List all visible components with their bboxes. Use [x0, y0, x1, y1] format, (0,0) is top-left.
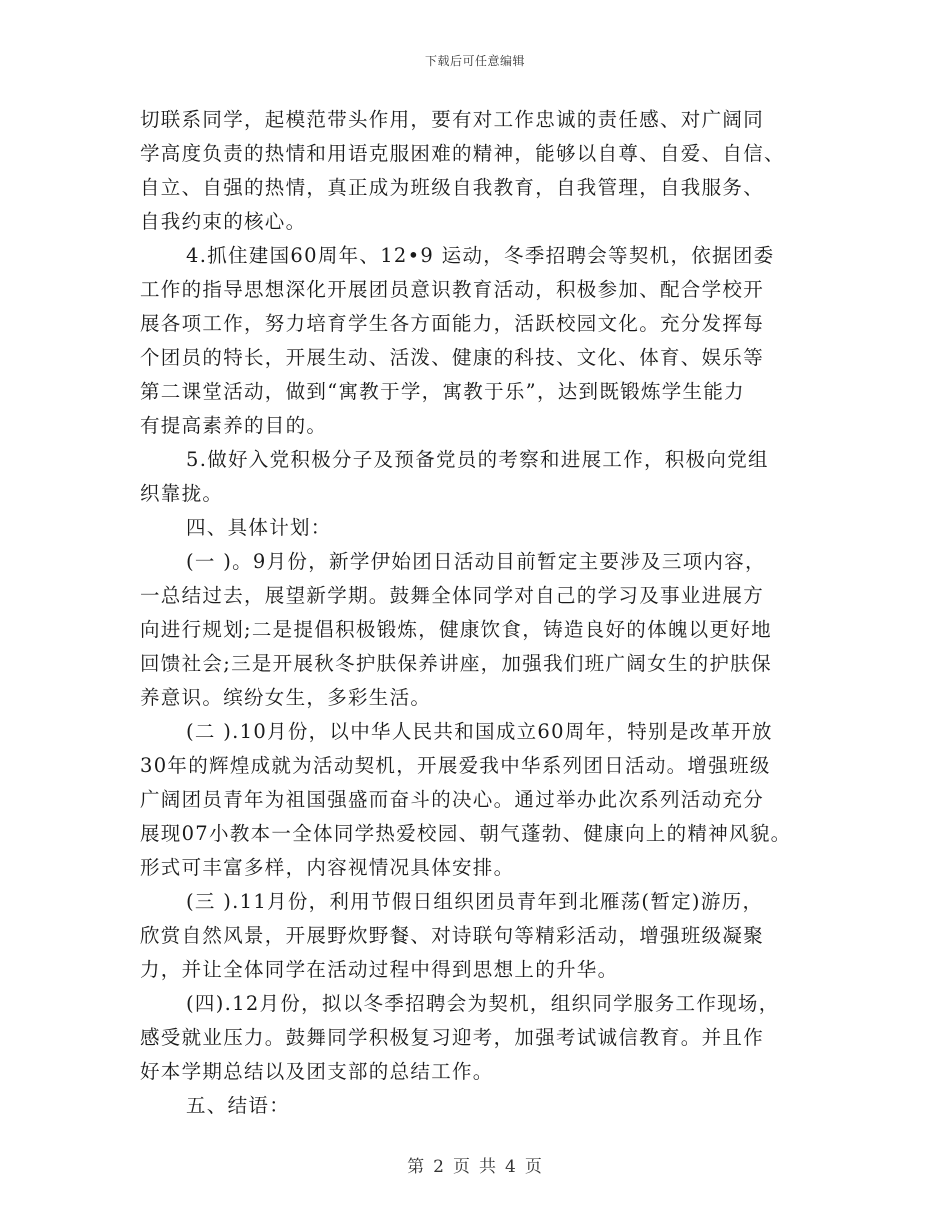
document-body: [140, 103, 820, 1123]
page-footer: [0, 1152, 950, 1177]
text-line: 30年的辉煌成就为活动契机，开展爱我中华系列团日活动。增强班级: [140, 754, 771, 777]
footer-page-number: 2: [433, 1157, 445, 1177]
text-line: 欣赏自然风景，开展野炊野餐、对诗联句等精彩活动，增强班级凝聚: [140, 924, 765, 947]
text-line: 力，并让全体同学在活动过程中得到思想上的升华。: [140, 958, 619, 981]
plan-item-3: (三 ).11月份，利用节假日组织团员青年到北雁荡(暂定)游历，: [186, 890, 764, 913]
text-line: 回馈社会;三是开展秋冬护肤保养讲座，加强我们班广阔女生的护肤保: [140, 652, 772, 675]
footer-page-unit: 页: [453, 1157, 471, 1177]
footer-total-pages: 4: [505, 1157, 517, 1177]
text-line: 有提高素养的目的。: [140, 414, 328, 437]
text-line: 一总结过去，展望新学期。鼓舞全体同学对自己的学习及事业进展方: [140, 584, 765, 607]
text-line: 形式可丰富多样，内容视情况具体安排。: [140, 856, 515, 879]
text-line: 养意识。缤纷女生，多彩生活。: [140, 686, 432, 709]
text-line: 个团员的特长，开展生动、活泼、健康的科技、文化、体育、娱乐等: [140, 346, 765, 369]
section-heading-plan: 四、具体计划：: [186, 516, 332, 539]
plan-item-1: (一 )。9月份，新学伊始团日活动目前暂定主要涉及三项内容，: [186, 550, 766, 573]
text-line: 切联系同学，起模范带头作用，要有对工作忠诚的责任感、对广阔同: [140, 108, 765, 131]
text-line: 工作的指导思想深化开展团员意识教育活动，积极参加、配合学校开: [140, 278, 765, 301]
text-line: 广阔团员青年为祖国强盛而奋斗的决心。通过举办此次系列活动充分: [140, 788, 765, 811]
paragraph-item-5: 5.做好入党积极分子及预备党员的考察和进展工作，积极向党组: [186, 448, 769, 471]
text-line: 好本学期总结以及团支部的总结工作。: [140, 1060, 494, 1083]
page-header: 下载后可任意编辑: [424, 54, 525, 68]
text-line: 向进行规划;二是提倡积极锻炼，健康饮食，铸造良好的体魄以更好地: [140, 618, 772, 641]
text-line: 感受就业压力。鼓舞同学积极复习迎考，加强考试诚信教育。并且作: [140, 1026, 765, 1049]
text-line: 自立、自强的热情，真正成为班级自我教育，自我管理，自我服务、: [140, 176, 765, 199]
plan-item-2: (二 ).10月份，以中华人民共和国成立60周年，特别是改革开放: [186, 720, 773, 743]
plan-item-4: (四).12月份，拟以冬季招聘会为契机，组织同学服务工作现场，: [186, 992, 780, 1015]
footer-suffix: 页: [524, 1157, 543, 1177]
text-line: 展各项工作，努力培育学生各方面能力，活跃校园文化。充分发挥每: [140, 312, 765, 335]
text-line: 第二课堂活动，做到“寓教于学，寓教于乐”，达到既锻炼学生能力: [140, 380, 745, 403]
section-heading-conclusion: 五、结语：: [186, 1094, 291, 1117]
paragraph-item-4: 4.抓住建国60周年、12•9 运动，冬季招聘会等契机，依据团委: [186, 244, 775, 267]
footer-total-label: 共: [479, 1157, 497, 1177]
text-line: 展现07小教本一全体同学热爱校园、朝气蓬勃、健康向上的精神风貌。: [140, 822, 792, 845]
text-line: 自我约束的核心。: [140, 210, 307, 233]
text-line: 学高度负责的热情和用语克服困难的精神，能够以自尊、自爱、自信、: [140, 142, 785, 165]
text-line: 织靠拢。: [140, 482, 224, 505]
footer-prefix: 第: [407, 1157, 426, 1177]
